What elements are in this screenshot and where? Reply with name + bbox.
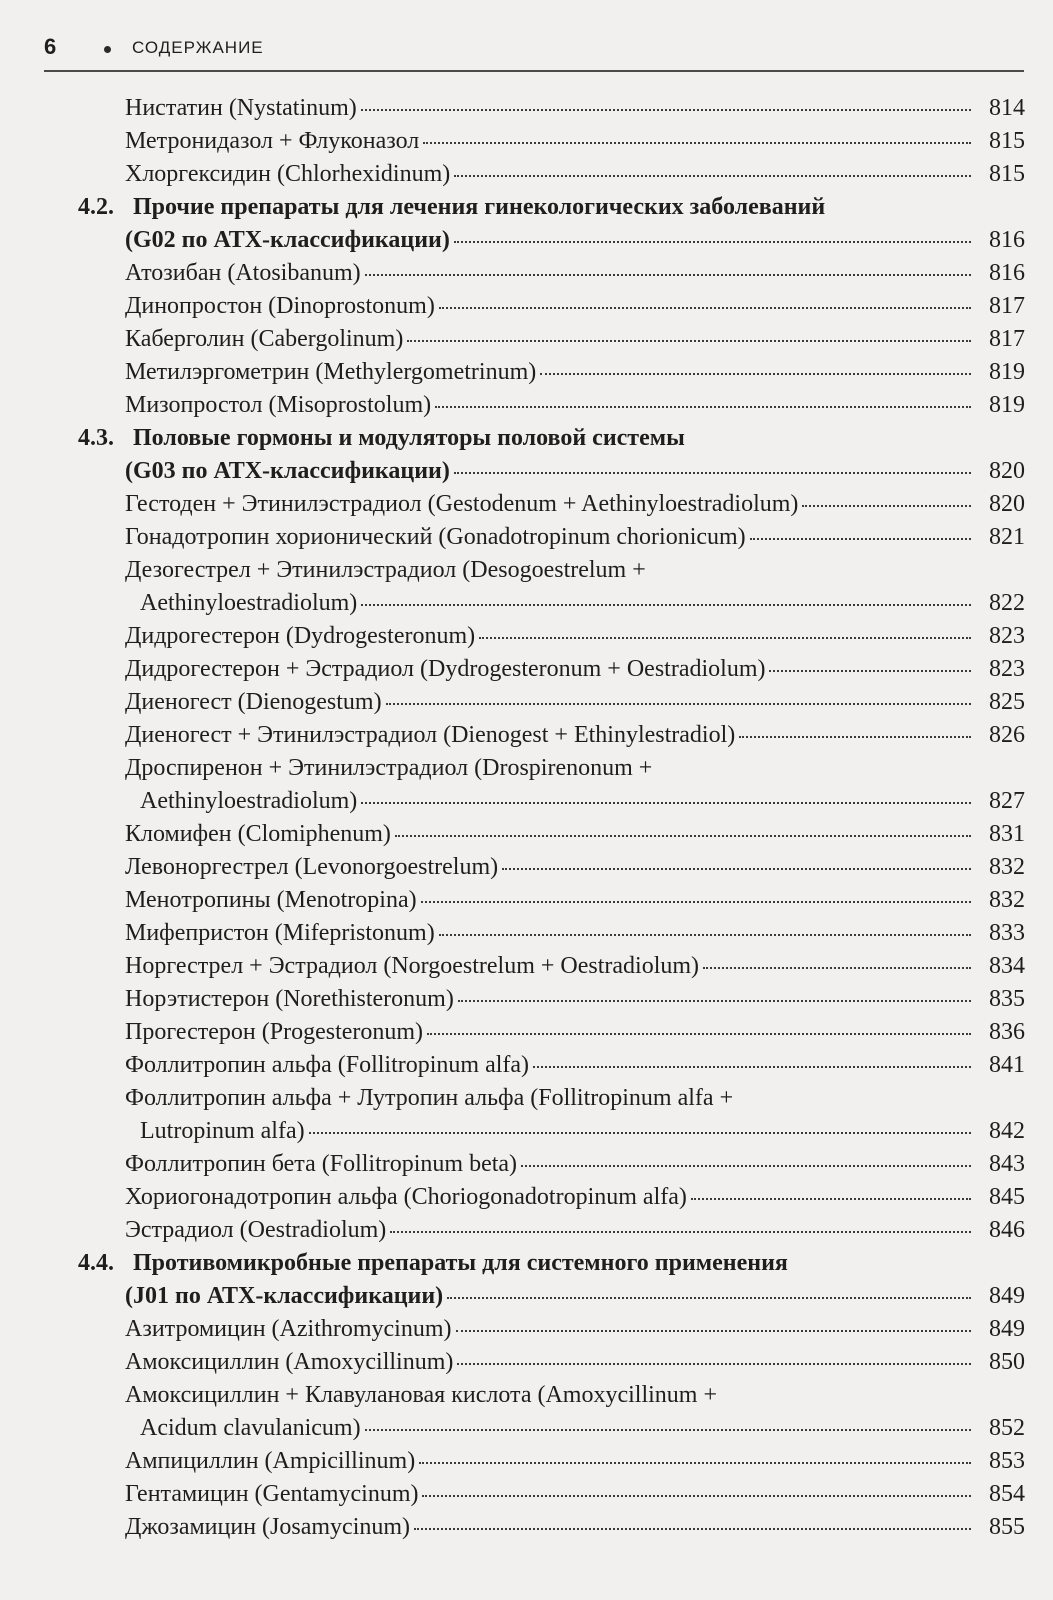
- dot-leader: [439, 307, 971, 309]
- toc-entry[interactable]: [60, 1511, 1025, 1544]
- toc-entry[interactable]: [60, 323, 1025, 356]
- dot-leader: [361, 802, 971, 804]
- dot-leader: [423, 142, 971, 144]
- entry-title: Гонадотропин хорионический (Gonadotropinum chorionicum): [125, 524, 746, 550]
- page-ref: 822: [989, 590, 1025, 616]
- entry-title: Гентамицин (Gentamycinum): [125, 1481, 419, 1507]
- toc-entry[interactable]: [60, 290, 1025, 323]
- dot-leader: [703, 967, 971, 969]
- entry-title: Фоллитропин альфа + Лутропин альфа (Follitropinum alfa +: [125, 1085, 734, 1111]
- page-ref: 817: [989, 293, 1025, 319]
- dot-leader: [447, 1297, 971, 1299]
- page-ref: 854: [989, 1481, 1025, 1507]
- page-ref: 834: [989, 953, 1025, 979]
- toc-entry-cont[interactable]: [60, 785, 1025, 818]
- page-ref: 841: [989, 1052, 1025, 1078]
- dot-leader: [395, 835, 971, 837]
- page-ref: 823: [989, 656, 1025, 682]
- entry-title: Ампициллин (Ampicillinum): [125, 1448, 416, 1474]
- dot-leader: [419, 1462, 971, 1464]
- page-ref: 814: [989, 95, 1025, 121]
- page-ref: 820: [989, 491, 1025, 517]
- dot-leader: [521, 1165, 971, 1167]
- dot-leader: [540, 373, 971, 375]
- page-ref: 832: [989, 854, 1025, 880]
- entry-title: Азитромицин (Azithromycinum): [125, 1316, 452, 1342]
- dot-leader: [458, 1000, 971, 1002]
- toc-entry[interactable]: [60, 257, 1025, 290]
- section-number: 4.3.: [78, 425, 114, 451]
- entry-title: Хлоргексидин (Chlorhexidinum): [125, 161, 451, 187]
- page-ref: 855: [989, 1514, 1025, 1540]
- dot-leader: [361, 109, 971, 111]
- dot-leader: [407, 340, 971, 342]
- dot-leader: [365, 1429, 971, 1431]
- page-ref: 827: [989, 788, 1025, 814]
- toc-entry[interactable]: [60, 389, 1025, 422]
- page-ref: 817: [989, 326, 1025, 352]
- toc-entry[interactable]: [60, 983, 1025, 1016]
- toc-entry[interactable]: [60, 1148, 1025, 1181]
- dot-leader: [422, 1495, 971, 1497]
- dot-leader: [439, 934, 971, 936]
- entry-title: Норэтистерон (Norethisteronum): [125, 986, 454, 1012]
- dot-leader: [414, 1528, 971, 1530]
- toc-section-heading[interactable]: [60, 191, 1025, 224]
- toc-entry[interactable]: [60, 950, 1025, 983]
- entry-title: Дезогестрел + Этинилэстрадиол (Desogoestrelum +: [125, 557, 646, 583]
- dot-leader: [502, 868, 971, 870]
- page-ref: 850: [989, 1349, 1025, 1375]
- dot-leader: [457, 1363, 971, 1365]
- page-ref: 816: [989, 227, 1025, 253]
- entry-title: Диеногест + Этинилэстрадиол (Dienogest + Ethinylestradiol): [125, 722, 736, 748]
- section-number: 4.4.: [78, 1250, 114, 1276]
- page-ref: 815: [989, 161, 1025, 187]
- section-number: 4.2.: [78, 194, 114, 220]
- page-ref: 853: [989, 1448, 1025, 1474]
- toc-entry[interactable]: [60, 1181, 1025, 1214]
- dot-leader: [361, 604, 971, 606]
- toc-entry[interactable]: [60, 653, 1025, 686]
- toc-section-heading[interactable]: [60, 1247, 1025, 1280]
- page-ref: 821: [989, 524, 1025, 550]
- toc-entry[interactable]: [60, 1016, 1025, 1049]
- toc-entry[interactable]: [60, 158, 1025, 191]
- dot-leader: [386, 703, 971, 705]
- page-ref: 849: [989, 1316, 1025, 1342]
- entry-title: (J01 по АТХ-классификации): [125, 1283, 444, 1309]
- entry-title: Джозамицин (Josamycinum): [125, 1514, 411, 1540]
- entry-title: (G02 по АТХ-классификации): [125, 227, 450, 253]
- dot-leader: [769, 670, 971, 672]
- entry-title: Противомикробные препараты для системного применения: [133, 1250, 788, 1276]
- page-ref: 835: [989, 986, 1025, 1012]
- dot-leader: [454, 241, 971, 243]
- toc-entry[interactable]: [60, 92, 1025, 125]
- entry-title: Амоксициллин (Amoxycillinum): [125, 1349, 454, 1375]
- table-of-contents: [60, 92, 1025, 1544]
- entry-title: Дидрогестерон + Эстрадиол (Dydrogesteronum + Oestradiolum): [125, 656, 766, 682]
- dot-leader: [479, 637, 971, 639]
- page-ref: 816: [989, 260, 1025, 286]
- toc-entry[interactable]: [60, 521, 1025, 554]
- dot-leader: [435, 406, 971, 408]
- entry-title: Кломифен (Clomiphenum): [125, 821, 391, 847]
- toc-entry[interactable]: [60, 752, 1025, 785]
- dot-leader: [427, 1033, 971, 1035]
- toc-entry[interactable]: [60, 917, 1025, 950]
- page-ref: 820: [989, 458, 1025, 484]
- entry-title: Метронидазол + Флуконазол: [125, 128, 420, 154]
- toc-entry[interactable]: [60, 1082, 1025, 1115]
- dot-leader: [454, 175, 971, 177]
- entry-title: (G03 по АТХ-классификации): [125, 458, 450, 484]
- toc-entry[interactable]: [60, 1445, 1025, 1478]
- page-header: [44, 30, 1024, 72]
- entry-title: Гестоден + Этинилэстрадиол (Gestodenum + Aethinyloestradiolum): [125, 491, 799, 517]
- page-ref: 823: [989, 623, 1025, 649]
- entry-title: Мизопростол (Misoprostolum): [125, 392, 432, 418]
- dot-leader: [802, 505, 971, 507]
- page-ref: 849: [989, 1283, 1025, 1309]
- dot-leader: [421, 901, 971, 903]
- entry-title: Амоксициллин + Клавулановая кислота (Amoxycillinum +: [125, 1382, 717, 1408]
- toc-entry[interactable]: [60, 818, 1025, 851]
- entry-title: Левоноргестрел (Levonorgoestrelum): [125, 854, 499, 880]
- toc-entry[interactable]: [60, 686, 1025, 719]
- toc-entry[interactable]: [60, 620, 1025, 653]
- running-section-title: СОДЕРЖАНИЕ: [132, 38, 264, 57]
- dot-leader: [309, 1132, 971, 1134]
- toc-section-heading[interactable]: [60, 422, 1025, 455]
- toc-entry[interactable]: [60, 356, 1025, 389]
- toc-entry[interactable]: [60, 851, 1025, 884]
- toc-entry[interactable]: [60, 554, 1025, 587]
- dot-leader: [750, 538, 971, 540]
- entry-title: Мифепристон (Mifepristonum): [125, 920, 435, 946]
- toc-entry[interactable]: [60, 719, 1025, 752]
- dot-leader: [390, 1231, 971, 1233]
- entry-title: Нистатин (Nystatinum): [125, 95, 357, 121]
- entry-title: Дроспиренон + Этинилэстрадиол (Drospirenonum +: [125, 755, 653, 781]
- entry-title: Менотропины (Menotropina): [125, 887, 417, 913]
- dot-leader: [533, 1066, 971, 1068]
- page-ref: 825: [989, 689, 1025, 715]
- entry-title: Прочие препараты для лечения гинекологических заболеваний: [133, 194, 826, 220]
- toc-entry[interactable]: [60, 125, 1025, 158]
- toc-entry[interactable]: [60, 1214, 1025, 1247]
- page-ref: 836: [989, 1019, 1025, 1045]
- entry-title: Метилэргометрин (Methylergometrinum): [125, 359, 537, 385]
- dot-leader: [454, 472, 971, 474]
- entry-title: Lutropinum alfa): [140, 1118, 305, 1144]
- entry-title: Диеногест (Dienogestum): [125, 689, 382, 715]
- page-ref: 845: [989, 1184, 1025, 1210]
- entry-title: Хориогонадотропин альфа (Choriogonadotropinum alfa): [125, 1184, 687, 1210]
- entry-title: Динопростон (Dinoprostonum): [125, 293, 435, 319]
- toc-entry[interactable]: [60, 488, 1025, 521]
- dot-leader: [365, 274, 971, 276]
- bullet-icon: [104, 46, 111, 53]
- toc-section-heading-cont[interactable]: [60, 1280, 1025, 1313]
- toc-entry-cont[interactable]: [60, 587, 1025, 620]
- page-ref: 815: [989, 128, 1025, 154]
- entry-title: Aethinyloestradiolum): [140, 788, 358, 814]
- page-ref: 831: [989, 821, 1025, 847]
- entry-title: Прогестерон (Progesteronum): [125, 1019, 424, 1045]
- entry-title: Атозибан (Atosibanum): [125, 260, 361, 286]
- toc-entry[interactable]: [60, 1478, 1025, 1511]
- toc-section-heading-cont[interactable]: [60, 455, 1025, 488]
- page-ref: 846: [989, 1217, 1025, 1243]
- page-ref: 832: [989, 887, 1025, 913]
- toc-entry[interactable]: [60, 1049, 1025, 1082]
- entry-title: Эстрадиол (Oestradiolum): [125, 1217, 387, 1243]
- entry-title: Норгестрел + Эстрадиол (Norgoestrelum + Oestradiolum): [125, 953, 700, 979]
- page-ref: 819: [989, 359, 1025, 385]
- toc-entry[interactable]: [60, 1313, 1025, 1346]
- page-ref: 852: [989, 1415, 1025, 1441]
- entry-title: Каберголин (Cabergolinum): [125, 326, 404, 352]
- entry-title: Дидрогестерон (Dydrogesteronum): [125, 623, 476, 649]
- entry-title: Половые гормоны и модуляторы половой системы: [133, 425, 685, 451]
- page-ref: 833: [989, 920, 1025, 946]
- page-number: 6: [44, 34, 57, 59]
- dot-leader: [691, 1198, 971, 1200]
- entry-title: Aethinyloestradiolum): [140, 590, 358, 616]
- page-ref: 826: [989, 722, 1025, 748]
- entry-title: Фоллитропин бета (Follitropinum beta): [125, 1151, 518, 1177]
- page-ref: 843: [989, 1151, 1025, 1177]
- entry-title: Acidum clavulanicum): [140, 1415, 361, 1441]
- toc-entry[interactable]: [60, 884, 1025, 917]
- entry-title: Фоллитропин альфа (Follitropinum alfa): [125, 1052, 530, 1078]
- dot-leader: [456, 1330, 972, 1332]
- toc-entry[interactable]: [60, 1346, 1025, 1379]
- toc-entry[interactable]: [60, 1379, 1025, 1412]
- toc-entry-cont[interactable]: [60, 1412, 1025, 1445]
- page-ref: 819: [989, 392, 1025, 418]
- page-ref: 842: [989, 1118, 1025, 1144]
- toc-entry-cont[interactable]: [60, 1115, 1025, 1148]
- dot-leader: [739, 736, 971, 738]
- toc-section-heading-cont[interactable]: [60, 224, 1025, 257]
